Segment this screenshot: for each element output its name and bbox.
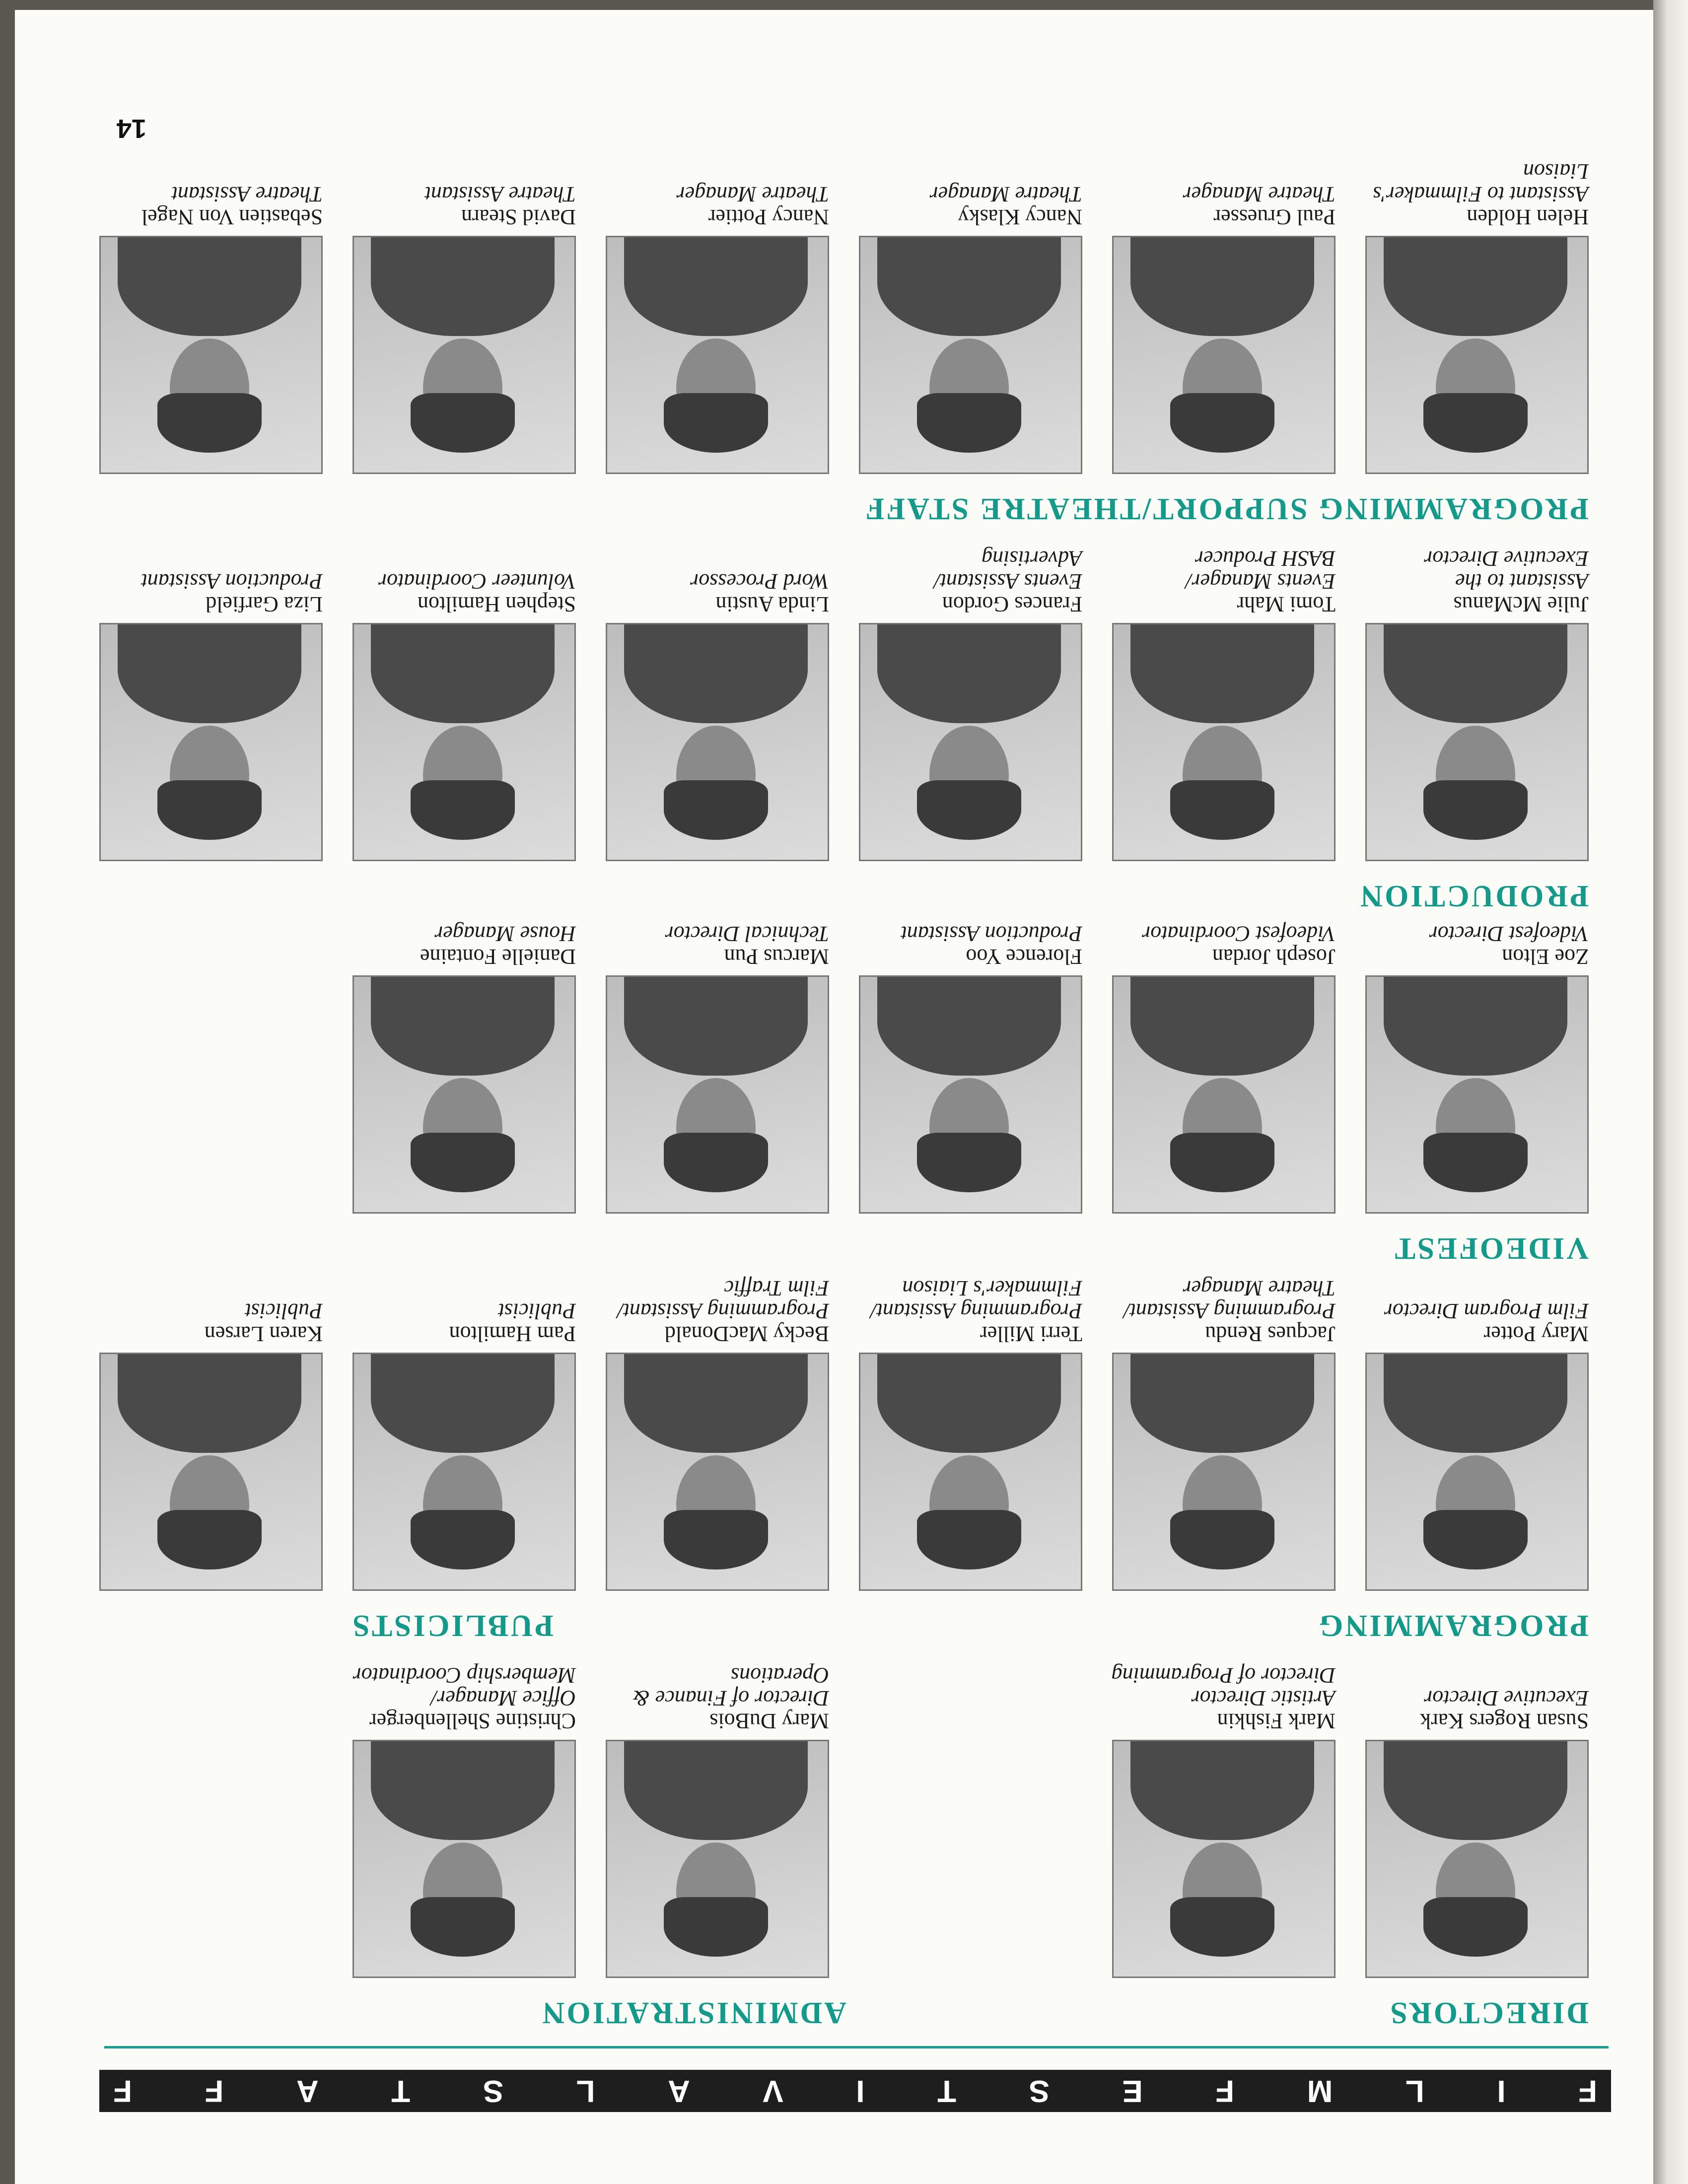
staff-caption (343, 922, 576, 968)
banner-letter: I (1497, 2074, 1506, 2108)
staff-caption (343, 183, 576, 228)
banner-letter: V (763, 2074, 783, 2108)
staff-name: Julie McManus (1453, 592, 1589, 616)
banner-letter: F (1215, 2074, 1235, 2108)
staff-name: Mary Potter (1483, 1322, 1589, 1346)
staff-photo (1365, 236, 1589, 474)
staff-title: Events Manager/ BASH Producer (1186, 546, 1336, 594)
staff-photo (606, 975, 829, 1214)
heading-publicists: PUBLICISTS (351, 1609, 554, 1642)
banner-letter: F (113, 2074, 132, 2108)
page-number: 14 (116, 114, 146, 143)
staff-name: Danielle Fontaine (420, 945, 576, 969)
staff-caption (1355, 160, 1589, 228)
staff-name: Marcus Pun (724, 945, 829, 969)
staff-caption (1102, 183, 1336, 228)
staff-title: Videofest Coordinator (1142, 922, 1336, 946)
staff-title: Assistant to the Executive Director (1424, 546, 1589, 594)
staff-title: Programming Assistant/ Theatre Manager (1124, 1276, 1336, 1323)
staff-name: Joseph Jordan (1212, 945, 1336, 969)
staff-photo (99, 1353, 323, 1591)
staff-caption (596, 1664, 829, 1732)
staff-name: Karen Larsen (204, 1322, 323, 1346)
banner-letter: M (1307, 2074, 1333, 2108)
staff-title: Theatre Manager (929, 182, 1082, 206)
staff-title: Theatre Manager (676, 182, 829, 206)
staff-name: David Stearn (461, 205, 576, 229)
staff-caption (849, 547, 1082, 615)
staff-name: Nancy Klasky (958, 205, 1082, 229)
festival-staff-banner (99, 2070, 1611, 2112)
staff-photo (352, 975, 576, 1214)
staff-name: Linda Austin (715, 592, 829, 616)
staff-photo (859, 1353, 1082, 1591)
staff-caption (1102, 922, 1336, 968)
banner-letter: A (668, 2074, 690, 2108)
staff-photo (99, 236, 323, 474)
staff-caption (849, 1277, 1082, 1345)
staff-title: Events Assistant/ Advertising (934, 546, 1082, 594)
staff-title: Publicist (498, 1299, 576, 1323)
heading-programming: PROGRAMMING (1317, 1609, 1589, 1642)
heading-videofest: VIDEOFEST (1393, 1231, 1589, 1265)
staff-title: Volunteer Coordinator (378, 569, 576, 594)
staff-photo (1365, 975, 1589, 1214)
staff-name: Helen Holden (1467, 205, 1589, 229)
banner-letter: F (1578, 2074, 1597, 2108)
staff-photo (1112, 623, 1336, 861)
banner-letter: L (1405, 2074, 1424, 2108)
staff-name: Christine Shellenberger (369, 1709, 576, 1733)
staff-title: House Manager (434, 922, 576, 946)
staff-name: Susan Rogers Kark (1420, 1709, 1589, 1733)
banner-letter: L (576, 2074, 595, 2108)
staff-photo (1112, 975, 1336, 1214)
staff-caption (596, 183, 829, 228)
banner-letter: E (1122, 2074, 1143, 2108)
staff-name: Becky MacDonald (664, 1322, 829, 1346)
staff-caption (343, 1299, 576, 1345)
staff-caption (89, 183, 323, 228)
staff-caption (596, 922, 829, 968)
banner-letter: T (391, 2074, 411, 2108)
teal-rule (104, 2046, 1609, 2048)
staff-title: Theatre Assistant (171, 182, 323, 206)
banner-letter: F (205, 2074, 224, 2108)
staff-photo (1112, 1353, 1336, 1591)
banner-letter: T (937, 2074, 956, 2108)
staff-photo (1365, 1353, 1589, 1591)
staff-title: Artistic Director Director of Programming (1111, 1663, 1336, 1710)
banner-letter: S (1029, 2074, 1050, 2108)
staff-photo (352, 236, 576, 474)
staff-caption (1102, 1277, 1336, 1345)
staff-caption (849, 922, 1082, 968)
staff-caption (1355, 1687, 1589, 1732)
staff-photo (606, 236, 829, 474)
staff-photo (859, 975, 1082, 1214)
staff-name: Pam Hamilton (449, 1322, 576, 1346)
staff-caption (596, 1277, 829, 1345)
staff-name: Paul Gruesser (1213, 205, 1336, 229)
staff-title: Theatre Manager (1183, 182, 1336, 206)
staff-title: Technical Director (665, 922, 829, 946)
staff-name: Liza Garfield (206, 592, 323, 616)
staff-name: Mary DuBois (709, 1709, 829, 1733)
staff-name: Terri Miller (980, 1322, 1082, 1346)
staff-name: Tomi Mahr (1237, 592, 1336, 616)
staff-name: Sebastien Von Nagel (141, 205, 323, 229)
staff-caption (89, 570, 323, 615)
heading-support: PROGRAMMING SUPPORT/THEATRE STAFF (863, 492, 1589, 526)
banner-letter: S (483, 2074, 504, 2108)
staff-photo (1112, 236, 1336, 474)
staff-photo (606, 623, 829, 861)
staff-photo (606, 1353, 829, 1591)
staff-caption (1102, 1664, 1336, 1732)
staff-caption (89, 1299, 323, 1345)
banner-letter: A (296, 2074, 319, 2108)
staff-photo (352, 623, 576, 861)
staff-photo (1365, 1740, 1589, 1978)
staff-name: Stephen Hamilton (418, 592, 576, 616)
staff-title: Film Program Director (1384, 1299, 1589, 1323)
staff-photo (99, 623, 323, 861)
staff-name: Nancy Pottier (708, 205, 829, 229)
staff-title: Publicist (245, 1299, 323, 1323)
staff-title: Office Manager/ Membership Coordinator (352, 1663, 576, 1710)
staff-caption (343, 1664, 576, 1732)
heading-administration: ADMINISTRATION (540, 1996, 846, 2030)
staff-title: Word Processor (690, 569, 829, 594)
staff-photo (859, 623, 1082, 861)
staff-photo (606, 1740, 829, 1978)
heading-directors: DIRECTORS (1388, 1996, 1589, 2030)
staff-caption (596, 570, 829, 615)
staff-title: Production Assistant (901, 922, 1082, 946)
staff-photo (1112, 1740, 1336, 1978)
staff-caption (1355, 547, 1589, 615)
staff-caption (1102, 547, 1336, 615)
staff-name: Frances Gordon (942, 592, 1082, 616)
banner-letter: I (856, 2074, 865, 2108)
staff-title: Production Assistant (141, 569, 323, 594)
staff-title: Videofest Director (1429, 922, 1589, 946)
staff-name: Mark Fishkin (1217, 1709, 1336, 1733)
staff-name: Jacques Rendu (1205, 1322, 1336, 1346)
staff-title: Director of Finance & Operations (633, 1663, 829, 1710)
staff-title: Executive Director (1424, 1686, 1589, 1710)
staff-caption (1355, 922, 1589, 968)
heading-production: PRODUCTION (1358, 879, 1589, 913)
staff-name: Florence Yoo (966, 945, 1082, 969)
staff-name: Zoe Elton (1502, 945, 1589, 969)
staff-caption (849, 183, 1082, 228)
staff-title: Assistant to Filmmaker's Liaison (1373, 159, 1589, 206)
staff-photo (859, 236, 1082, 474)
staff-photo (1365, 623, 1589, 861)
staff-title: Programming Assistant/ Film Traffic (617, 1276, 829, 1323)
staff-photo (352, 1740, 576, 1978)
staff-caption (343, 570, 576, 615)
staff-photo (352, 1353, 576, 1591)
staff-title: Theatre Assistant (424, 182, 576, 206)
staff-caption (1355, 1299, 1589, 1345)
staff-title: Programming Assistant/ Filmmaker's Liaison (870, 1276, 1082, 1323)
